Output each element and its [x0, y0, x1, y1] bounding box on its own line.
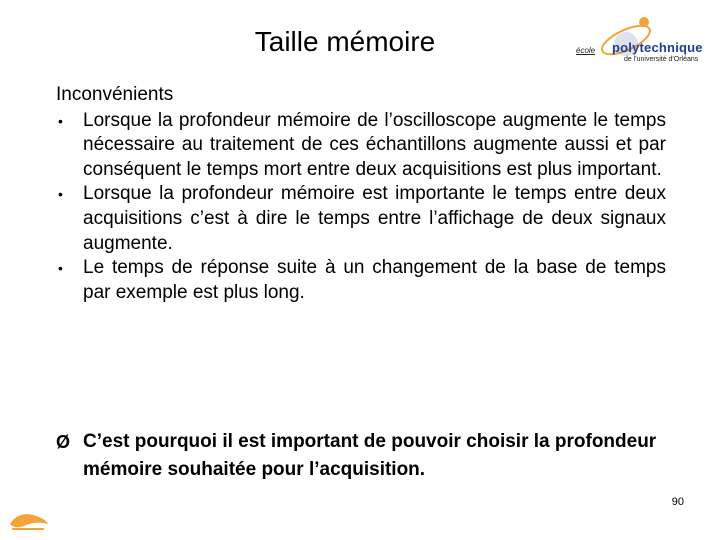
conclusion-text: C’est pourquoi il est important de pouvoir choisir la profondeur mémoire souhaitée pour l’acquisition. — [83, 431, 657, 480]
bullet-item — [56, 182, 666, 256]
bullet-dot-icon: • — [58, 186, 63, 203]
bullet-list — [56, 109, 666, 306]
slide-title: Taille mémoire — [254, 26, 436, 57]
logo-ecole-text: école — [576, 46, 596, 55]
logo-university-text: de l'université d'Orléans — [624, 56, 699, 63]
section-heading: Inconvénients — [56, 84, 174, 105]
slide-body — [56, 83, 666, 305]
conclusion — [56, 428, 668, 484]
bullet-text: Le temps de réponse suite à un changement de la base de temps par exemple est plus long. — [83, 257, 666, 303]
bullet-dot-icon: • — [58, 260, 63, 277]
page-number: 90 — [671, 496, 684, 508]
bullet-text: Lorsque la profondeur mémoire est importante le temps entre deux acquisitions c’est à dire le temps entre l’affichage de deux signaux augmente. — [83, 183, 666, 254]
bullet-text: Lorsque la profondeur mémoire de l’oscilloscope augmente le temps nécessaire au traitement de ces échantillons augmente aussi et par conséquent le temps mort entre deux acquisitions est plus important. — [83, 109, 666, 180]
bullet-dot-icon: • — [58, 112, 63, 129]
bullet-item — [56, 256, 666, 305]
footer-logo-icon — [6, 508, 50, 534]
arrow-bullet-icon: Ø — [56, 432, 71, 452]
bullet-item — [56, 109, 666, 183]
polytech-logo — [576, 12, 703, 70]
logo-name-text: polytechnique — [612, 40, 703, 55]
